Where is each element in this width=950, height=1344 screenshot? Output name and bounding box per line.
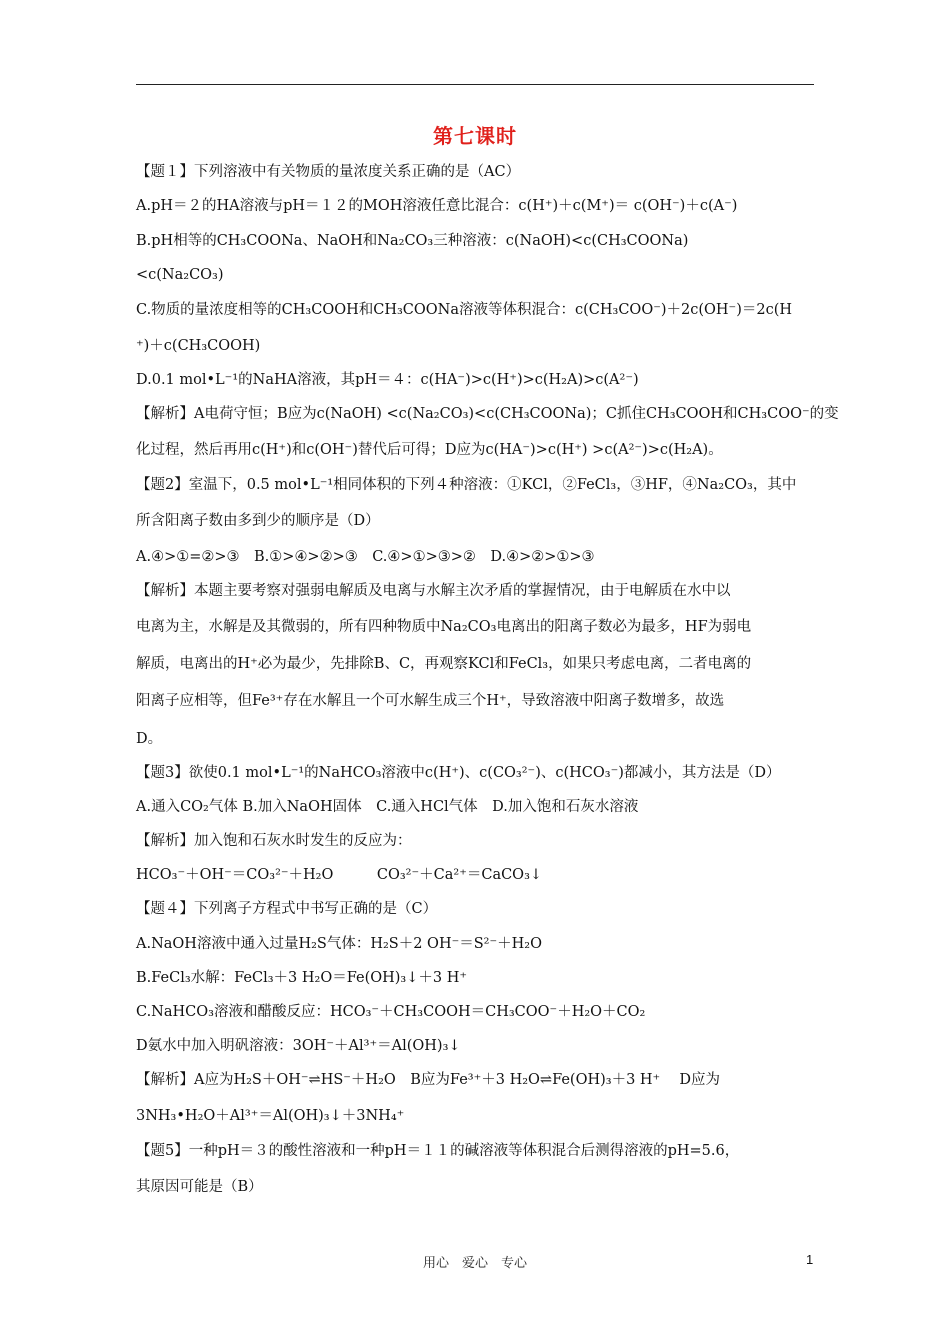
page-footer: 用心 爱心 专心 — [422, 1256, 527, 1271]
question-4-option-c: C.NaHCO₃溶液和醋酸反应：HCO₃⁻＋CH₃COOH＝CH₃COO⁻＋H₂O＋CO₂ — [136, 1004, 646, 1020]
analysis-1-cont: 化过程，然后再用c(H⁺)和c(OH⁻)替代后可得；D应为c(HA⁻)>c(H⁺) >c(A²⁻)>c(H₂A)。 — [136, 442, 723, 458]
question-3-options: A.通入CO₂气体 B.加入NaOH固体 C.通入HCl气体 D.加入饱和石灰水溶液 — [136, 799, 639, 815]
question-3-stem: 【题3】欲使0.1 mol•L⁻¹的NaHCO₃溶液中c(H⁺)、c(CO₃²⁻)、c(HCO₃⁻)都减小，其方法是（D） — [136, 765, 781, 781]
analysis-4-cont: 3NH₃•H₂O＋Al³⁺＝Al(OH)₃↓＋3NH₄⁺ — [136, 1108, 405, 1124]
analysis-1: 【解析】A电荷守恒；B应为c(NaOH) <c(Na₂CO₃)<c(CH₃COONa)；C抓住CH₃COOH和CH₃COO⁻的变 — [136, 406, 839, 422]
question-5-stem-cont: 其原因可能是（B） — [136, 1179, 263, 1195]
analysis-2-cont-2: 解质，电离出的H⁺必为最少，先排除B、C，再观察KCl和FeCl₃，如果只考虑电离，二者电离的 — [136, 656, 752, 672]
question-2-options: A.④>①=②>③ B.①>④>②>③ C.④>①>③>② D.④>②>①>③ — [136, 549, 595, 565]
analysis-3-equations: HCO₃⁻＋OH⁻＝CO₃²⁻＋H₂O CO₃²⁻＋Ca²⁺＝CaCO₃↓ — [136, 867, 543, 883]
analysis-2-cont-1: 电离为主，水解是及其微弱的，所有四种物质中Na₂CO₃电离出的阳离子数必为最多，HF为弱电 — [136, 619, 752, 635]
question-1-option-c: C.物质的量浓度相等的CH₃COOH和CH₃COONa溶液等体积混合：c(CH₃COO⁻)＋2c(OH⁻)＝2c(H — [136, 302, 793, 318]
question-4-option-d: D氨水中加入明矾溶液：3OH⁻＋Al³⁺＝Al(OH)₃↓ — [136, 1038, 461, 1054]
question-5-stem: 【题5】一种pH＝３的酸性溶液和一种pH＝１１的碱溶液等体积混合后测得溶液的pH=5.6， — [136, 1143, 740, 1159]
question-1-option-c-cont: ⁺)＋c(CH₃COOH) — [136, 338, 261, 354]
question-2-stem-cont: 所含阳离子数由多到少的顺序是（D） — [136, 513, 380, 529]
question-1-option-d: D.0.1 mol•L⁻¹的NaHA溶液，其pH＝４：c(HA⁻)>c(H⁺)>c(H₂A)>c(A²⁻) — [136, 372, 639, 388]
question-4-option-a: A.NaOH溶液中通入过量H₂S气体：H₂S＋2 OH⁻＝S²⁻＋H₂O — [136, 936, 542, 952]
question-2-stem: 【题2】室温下，0.5 mol•L⁻¹相同体积的下列４种溶液：①KCl，②FeCl₃，③HF，④Na₂CO₃，其中 — [136, 477, 797, 493]
analysis-2: 【解析】本题主要考察对强弱电解质及电离与水解主次矛盾的掌握情况，由于电解质在水中以 — [136, 583, 731, 599]
question-1-stem: 【题１】下列溶液中有关物质的量浓度关系正确的是（AC） — [136, 164, 521, 180]
question-4-option-b: B.FeCl₃水解：FeCl₃＋3 H₂O＝Fe(OH)₃↓＋3 H⁺ — [136, 970, 468, 986]
header-rule — [136, 84, 814, 85]
question-1-option-b: B.pH相等的CH₃COONa、NaOH和Na₂CO₃三种溶液：c(NaOH)<c(CH₃COONa) — [136, 233, 689, 249]
analysis-3: 【解析】加入饱和石灰水时发生的反应为： — [136, 833, 412, 849]
question-4-stem: 【题４】下列离子方程式中书写正确的是（C） — [136, 901, 438, 917]
analysis-2-cont-3: 阳离子应相等，但Fe³⁺存在水解且一个可水解生成三个H⁺，导致溶液中阳离子数增多，故选 — [136, 693, 725, 709]
page-title: 第七课时 — [433, 124, 517, 148]
question-1-option-b-cont: <c(Na₂CO₃) — [136, 267, 224, 283]
analysis-4: 【解析】A应为H₂S＋OH⁻⇌HS⁻＋H₂O B应为Fe³⁺＋3 H₂O⇌Fe(OH)₃＋3 H⁺ D应为 — [136, 1072, 720, 1088]
question-1-option-a: A.pH＝２的HA溶液与pH＝１２的MOH溶液任意比混合：c(H⁺)＋c(M⁺)＝ c(OH⁻)＋c(A⁻) — [136, 198, 738, 214]
page-number: 1 — [806, 1252, 814, 1267]
analysis-2-cont-4: D。 — [136, 731, 163, 747]
